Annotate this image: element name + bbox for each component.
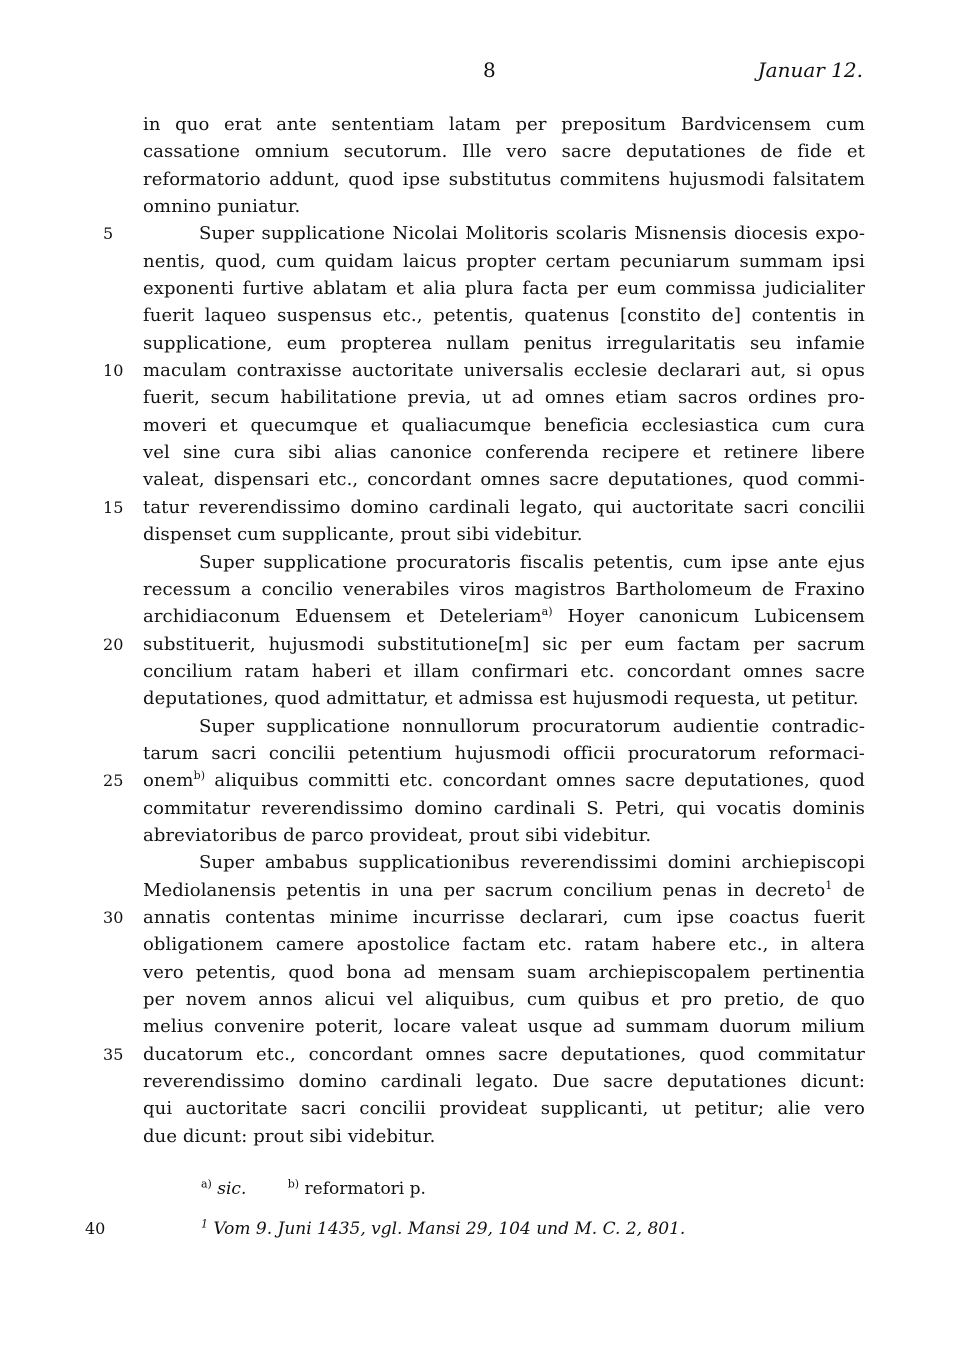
line-number: 15	[103, 497, 124, 517]
line-text: reverendissimo domino cardinali legato. Due sacre deputationes dicunt:	[143, 1071, 865, 1093]
text-line	[103, 220, 865, 247]
line-text: recessum a concilio venerabiles viros magistros Bartholomeum de Fraxino	[143, 578, 865, 600]
text-line	[143, 1013, 865, 1040]
line-text: moveri et quecumque et qualiacumque beneficia ecclesiastica cum cura	[143, 414, 865, 436]
page-number: 8	[483, 58, 496, 82]
text-line	[143, 549, 865, 576]
line-text: tarum sacri concilii petentium hujusmodi officii procuratorum reformaci-	[143, 742, 865, 764]
line-text: omnino puniatur.	[143, 196, 301, 218]
text-line	[143, 576, 865, 603]
line-text: qui auctoritate sacri concilii provideat supplicanti, ut petitur; alie vero	[143, 1098, 865, 1120]
line-text-continued: Hoyer canonicum Lubicensem	[552, 606, 865, 628]
line-text: abreviatoribus de parco provideat, prout sibi videbitur.	[143, 824, 652, 846]
line-text: archidiaconum Eduensem et Deteleriam	[143, 606, 542, 628]
text-line	[143, 193, 865, 220]
line-text: Mediolanensis petentis in una per sacrum concilium penas in decreto	[143, 879, 826, 901]
line-text: in quo erat ante sententiam latam per prepositum Bardvicensem cum	[143, 114, 865, 135]
line-text: per novem annos alicui vel aliquibus, cum quibus et pro pretio, de quo	[143, 989, 865, 1010]
text-line	[103, 357, 865, 384]
line-text: commitatur reverendissimo domino cardinali S. Petri, qui vocatis dominis	[143, 797, 865, 819]
line-text: Super ambabus supplicationibus reverendissimi domini archiepiscopi	[199, 852, 865, 874]
footnote-b-mark: b)	[287, 1177, 300, 1191]
text-line	[143, 685, 865, 712]
text-line	[143, 384, 865, 411]
line-number: 5	[103, 224, 114, 244]
line-text: obligationem camere apostolice factam etc. ratam habere etc., in altera	[143, 934, 865, 956]
footnote-ref: a)	[541, 605, 553, 619]
line-text-continued: aliquibus committi etc. concordant omnes sacre deputationes, quod	[205, 770, 865, 792]
text-line	[143, 877, 865, 904]
footnote-ref: 1	[825, 878, 833, 892]
running-head: Januar 12.	[757, 58, 863, 82]
line-text: cassatione omnium secutorum. Ille vero sacre deputationes de fide et	[143, 141, 865, 163]
line-number: 30	[103, 907, 124, 927]
text-line	[143, 1068, 865, 1095]
text-line	[143, 822, 865, 849]
text-line	[143, 111, 865, 138]
text-line	[143, 795, 865, 822]
line-text: vel sine cura sibi alias canonice conferenda recipere et retinere libere	[143, 442, 865, 464]
line-text: deputationes, quod admittatur, et admissa est hujusmodi requesta, ut petitur.	[143, 688, 859, 710]
line-text: Super supplicatione procuratoris fiscalis petentis, cum ipse ante ejus	[199, 551, 865, 573]
line-text-continued: de	[832, 879, 866, 901]
text-line	[143, 713, 865, 740]
page-header	[143, 58, 863, 88]
line-text: fuerit laqueo suspensus etc., petentis, quatenus [constito de] contentis in	[143, 305, 865, 327]
footnote-1	[85, 1216, 865, 1256]
line-text: annatis contentas minime incurrisse declarari, cum ipse coactus fuerit	[143, 906, 865, 928]
line-number: 35	[103, 1044, 124, 1064]
text-line	[143, 439, 865, 466]
footnotes	[85, 1176, 865, 1256]
text-line	[143, 986, 865, 1013]
footnote-a-text: sic.	[217, 1179, 247, 1199]
footnote-b-text: reformatori p.	[304, 1179, 426, 1199]
text-line	[143, 466, 865, 493]
text-line	[143, 603, 865, 630]
footnote-1-mark: 1	[201, 1217, 208, 1231]
text-line	[143, 248, 865, 275]
text-line	[143, 740, 865, 767]
line-text: due dicunt: prout sibi videbitur.	[143, 1125, 436, 1147]
text-line	[143, 412, 865, 439]
footnote-a-mark: a)	[201, 1177, 212, 1191]
line-text: onem	[143, 770, 194, 792]
line-text: ducatorum etc., concordant omnes sacre deputationes, quod commitatur	[143, 1043, 865, 1065]
text-line	[103, 767, 865, 794]
text-line	[143, 959, 865, 986]
text-line	[143, 1095, 865, 1122]
text-line	[143, 658, 865, 685]
text-line	[143, 330, 865, 357]
line-text: Super supplicatione nonnullorum procuratorum audientie contradic-	[199, 715, 865, 737]
text-line	[103, 631, 865, 658]
line-text: reformatorio addunt, quod ipse substitutus commitens hujusmodi falsitatem	[143, 168, 865, 190]
line-text: substituerit, hujusmodi substitutione[m] sic per eum factam per sacrum	[143, 633, 865, 655]
line-text: melius convenire poterit, locare valeat usque ad summam duorum milium	[143, 1016, 865, 1038]
text-line	[103, 494, 865, 521]
line-text: exponenti furtive ablatam et alia plura facta per eum commissa judicialiter	[143, 278, 865, 300]
line-number: 40	[85, 1219, 106, 1238]
line-text: maculam contraxisse auctoritate universalis ecclesie declarari aut, si opus	[143, 360, 865, 382]
footnote-letter-notes	[143, 1176, 865, 1216]
footnote-1-text: Vom 9. Juni 1435, vgl. Mansi 29, 104 und M. C. 2, 801.	[213, 1219, 686, 1239]
line-text: concilium ratam haberi et illam confirmari etc. concordant omnes sacre	[143, 660, 865, 682]
line-text: Super supplicatione Nicolai Molitoris scolaris Misnensis diocesis expo-	[199, 223, 865, 245]
footnote-ref: b)	[193, 769, 206, 783]
line-number: 10	[103, 361, 124, 381]
line-text: fuerit, secum habilitatione previa, ut ad omnes etiam sacros ordines pro-	[143, 387, 865, 409]
text-line	[143, 849, 865, 876]
text-line	[143, 275, 865, 302]
text-line	[143, 138, 865, 165]
text-line	[103, 1041, 865, 1068]
text-line	[143, 166, 865, 193]
text-line	[143, 521, 865, 548]
line-number: 20	[103, 634, 124, 654]
line-number: 25	[103, 771, 124, 791]
line-text: tatur reverendissimo domino cardinali legato, qui auctoritate sacri concilii	[143, 496, 865, 518]
text-line	[143, 302, 865, 329]
line-text: dispenset cum supplicante, prout sibi videbitur.	[143, 524, 583, 546]
footnote-b	[288, 1179, 462, 1199]
line-text: nentis, quod, cum quidam laicus propter certam pecuniarum summam ipsi	[143, 250, 865, 272]
text-line	[143, 931, 865, 958]
line-text: supplicatione, eum propterea nullam penitus irregularitatis seu infamie	[143, 332, 865, 354]
line-text: valeat, dispensari etc., concordant omnes sacre deputationes, quod commi-	[143, 469, 865, 491]
text-line	[103, 904, 865, 931]
footnote-a	[201, 1179, 246, 1199]
body-text	[103, 111, 866, 1150]
text-line	[143, 1123, 865, 1150]
line-text: vero petentis, quod bona ad mensam suam archiepiscopalem pertinentia	[143, 961, 865, 983]
